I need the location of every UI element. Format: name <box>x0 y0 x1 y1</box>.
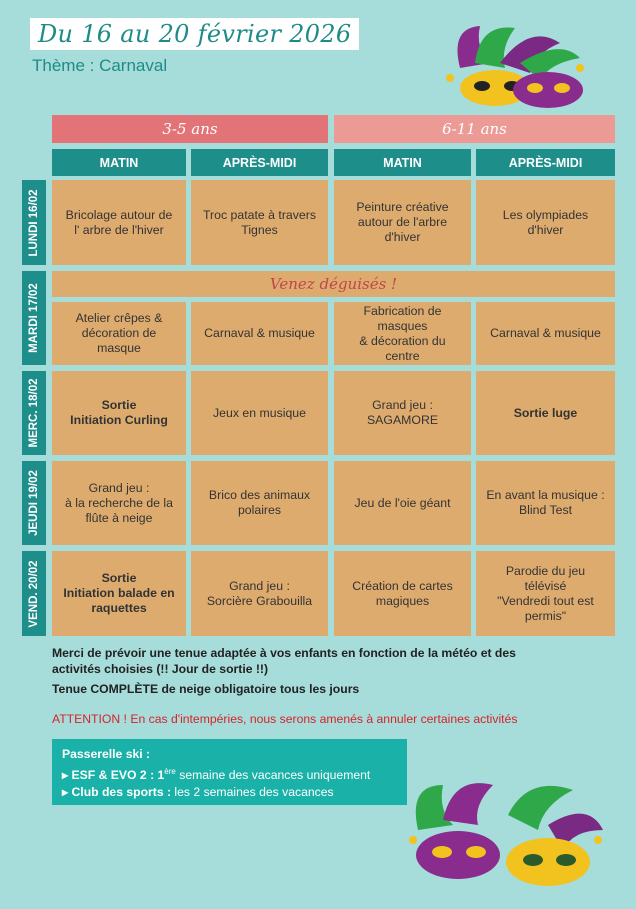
costume-banner: Venez déguisés ! <box>52 271 615 297</box>
day-label-friday: VEND. 20/02 <box>22 551 46 636</box>
carnival-mask-icon <box>398 770 608 895</box>
day-label-wednesday: MERC. 18/02 <box>22 371 46 455</box>
ski-item-esf: ▸ ESF & EVO 2 : 1ère semaine des vacances uniquement <box>62 767 371 783</box>
clothing-note: Merci de prévoir une tenue adaptée à vos enfants en fonction de la météo et des activités choisies (!! Jour de sortie !!) <box>52 646 516 676</box>
notes-section <box>52 645 552 727</box>
activity-cell: Les olympiades d'hiver <box>476 180 615 265</box>
column-header-morning-3-5: MATIN <box>52 149 186 176</box>
column-header-afternoon-3-5: APRÈS-MIDI <box>191 149 328 176</box>
ski-item-club: ▸ Club des sports : les 2 semaines des vacances <box>62 785 334 800</box>
activity-cell: Grand jeu : SAGAMORE <box>334 371 471 455</box>
activity-cell: Bricolage autour de l' arbre de l'hiver <box>52 180 186 265</box>
activity-cell: Sortie Initiation Curling <box>52 371 186 455</box>
activity-cell: Sortie luge <box>476 371 615 455</box>
activity-cell: Brico des animaux polaires <box>191 461 328 545</box>
activity-cell: Carnaval & musique <box>476 302 615 365</box>
ski-info-box <box>52 739 407 805</box>
activity-cell: Carnaval & musique <box>191 302 328 365</box>
activity-cell: Grand jeu : Sorcière Grabouilla <box>191 551 328 636</box>
activity-cell: Peinture créative autour de l'arbre d'hiver <box>334 180 471 265</box>
activity-cell: Troc patate à travers Tignes <box>191 180 328 265</box>
day-label-tuesday: MARDI 17/02 <box>22 271 46 365</box>
age-group-6-11: 6-11 ans <box>334 115 615 143</box>
day-label-thursday: JEUDI 19/02 <box>22 461 46 545</box>
header <box>30 18 359 76</box>
weather-warning: ATTENTION ! En cas d'intempéries, nous serons amenés à annuler certaines activités <box>52 712 518 726</box>
activity-cell: En avant la musique : Blind Test <box>476 461 615 545</box>
activity-cell: Fabrication de masques & décoration du centre <box>334 302 471 365</box>
day-label-monday: LUNDI 16/02 <box>22 180 46 265</box>
activity-cell: Grand jeu : à la recherche de la flûte à neige <box>52 461 186 545</box>
ski-title: Passerelle ski : <box>62 747 151 761</box>
carnival-mask-icon <box>420 18 595 113</box>
column-header-afternoon-6-11: APRÈS-MIDI <box>476 149 615 176</box>
activity-cell: Jeux en musique <box>191 371 328 455</box>
activity-cell: Atelier crêpes & décoration de masque <box>52 302 186 365</box>
column-header-morning-6-11: MATIN <box>334 149 471 176</box>
age-group-3-5: 3-5 ans <box>52 115 328 143</box>
page-title: Du 16 au 20 février 2026 <box>30 18 359 50</box>
theme-label: Thème : Carnaval <box>32 56 168 75</box>
activity-cell: Jeu de l'oie géant <box>334 461 471 545</box>
activity-cell: Sortie Initiation balade en raquettes <box>52 551 186 636</box>
activity-cell: Parodie du jeu télévisé "Vendredi tout est permis" <box>476 551 615 636</box>
activity-cell: Création de cartes magiques <box>334 551 471 636</box>
snow-gear-note: Tenue COMPLÈTE de neige obligatoire tous les jours <box>52 682 360 696</box>
